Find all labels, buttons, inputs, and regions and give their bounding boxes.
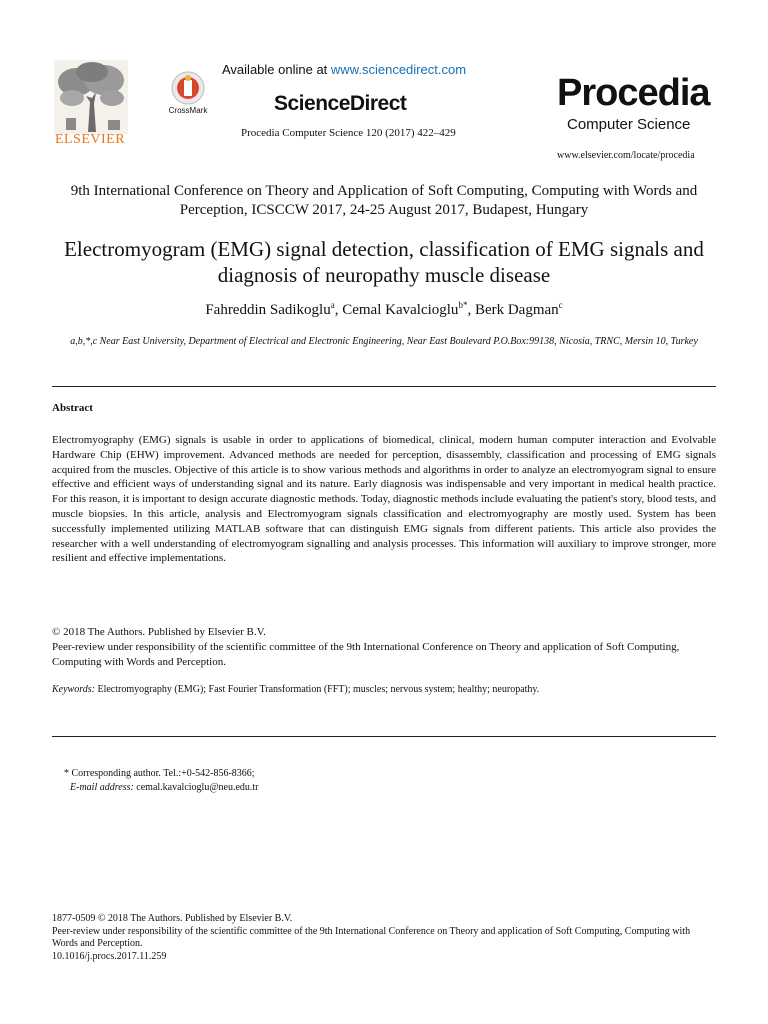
publisher-wordmark: ELSEVIER (54, 132, 126, 147)
author-affiliation-mark: c (558, 300, 563, 310)
author-list: Fahreddin Sadikoglu$^a$, Cemal Kavalcioglu$^{b*}$, Berk Dagman$^c$ (205, 300, 563, 318)
abstract-body: Electromyography (EMG) signals is usable in order to applications of biomedical, clinical, modern human computer interaction and Evolvable Hardware Chip (EHW) improvement. Advanced methods are needed for perception, disassembly, classification and processing of EMG signals acquired from the muscles. Objective of this article is to show various methods and algorithms in order to analyze an electromyogram signal to ensure effective and efficient ways of understanding signal and its nature. Early diagnosis was indispensable and very important in medical health practice. For this reason, it is important to design accurate diagnostic methods. Today, diagnostic methods include evaluating the patient's story, blood tests, and muscle biopsies. In this article, analysis and Electromyogram signals classification and electromyography are mostly used. System has been successfully implemented utilizing MATLAB software that can distinguish EMG signals from different patients. This article also provides the researcher with a well understanding of electromyogram signalling and analysis processes. This information will auxiliary to improve stronger, more resilient and effective implementations. (52, 434, 716, 565)
author-name: Fahreddin Sadikoglu (205, 302, 331, 318)
sciencedirect-wordmark: ScienceDirect (274, 92, 407, 115)
peer-review-statement: Peer-review under responsibility of the scientific committee of the 9th International Conference on Theory and application of Soft Computing, Computing with Words and Perception. (52, 641, 680, 668)
footer-peer-review: Peer-review under responsibility of the scientific committee of the 9th International Conference on Theory and application of Soft Computing, Computing with Words and Perception. (52, 925, 691, 949)
email-address[interactable]: cemal.kavalcioglu@neu.edu.tr (136, 782, 259, 793)
divider-bottom (52, 736, 716, 737)
footer-doi[interactable]: 10.1016/j.procs.2017.11.259 (52, 950, 167, 962)
procedia-subtitle: Computer Science (567, 116, 691, 133)
affiliation: a,b,*,c Near East University, Department of Electrical and Electronic Engineering, Near East Boulevard P.O.Box:99138, Nicosia, TRNC, Mersin 10, Turkey (70, 336, 698, 347)
copyright-line: © 2018 The Authors. Published by Elsevier B.V. (52, 626, 266, 638)
keywords-line (52, 684, 539, 695)
paper-title: Electromyogram (EMG) signal detection, classification of EMG signals and diagnosis of neuropathy muscle disease (64, 237, 704, 287)
conference-line: 9th International Conference on Theory and Application of Soft Computing, Computing with Words and Perception, ICSCCW 2017, 24-25 August 2017, Budapest, Hungary (70, 183, 698, 218)
author-name: Berk Dagman (474, 302, 559, 318)
page-footer (52, 913, 716, 963)
author-name: Cemal Kavalcioglu (342, 302, 459, 318)
divider-top (52, 386, 716, 387)
available-online-line (222, 62, 466, 77)
journal-reference: Procedia Computer Science 120 (2017) 422–429 (241, 127, 456, 139)
corresponding-author: * Corresponding author. Tel.:+0-542-856-8366; (64, 768, 255, 779)
email-line (70, 782, 259, 793)
crossmark-label: CrossMark (168, 106, 208, 115)
keywords-label: Keywords: (52, 684, 95, 695)
footer-issn: 1877-0509 © 2018 The Authors. Published by Elsevier B.V. (52, 913, 293, 924)
procedia-wordmark: Procedia (557, 72, 710, 114)
available-online-text: Available online at (222, 62, 328, 77)
author-affiliation-mark: a (330, 300, 335, 310)
abstract-heading: Abstract (52, 402, 93, 414)
email-label: E-mail address: (70, 782, 134, 793)
sciencedirect-link[interactable]: www.sciencedirect.com (330, 62, 467, 77)
author-affiliation-mark: b* (458, 300, 468, 310)
keywords-text: Electromyography (EMG); Fast Fourier Transformation (FFT); muscles; nervous system; healthy; neuropathy. (97, 684, 540, 695)
procedia-url[interactable]: www.elsevier.com/locate/procedia (557, 150, 695, 161)
